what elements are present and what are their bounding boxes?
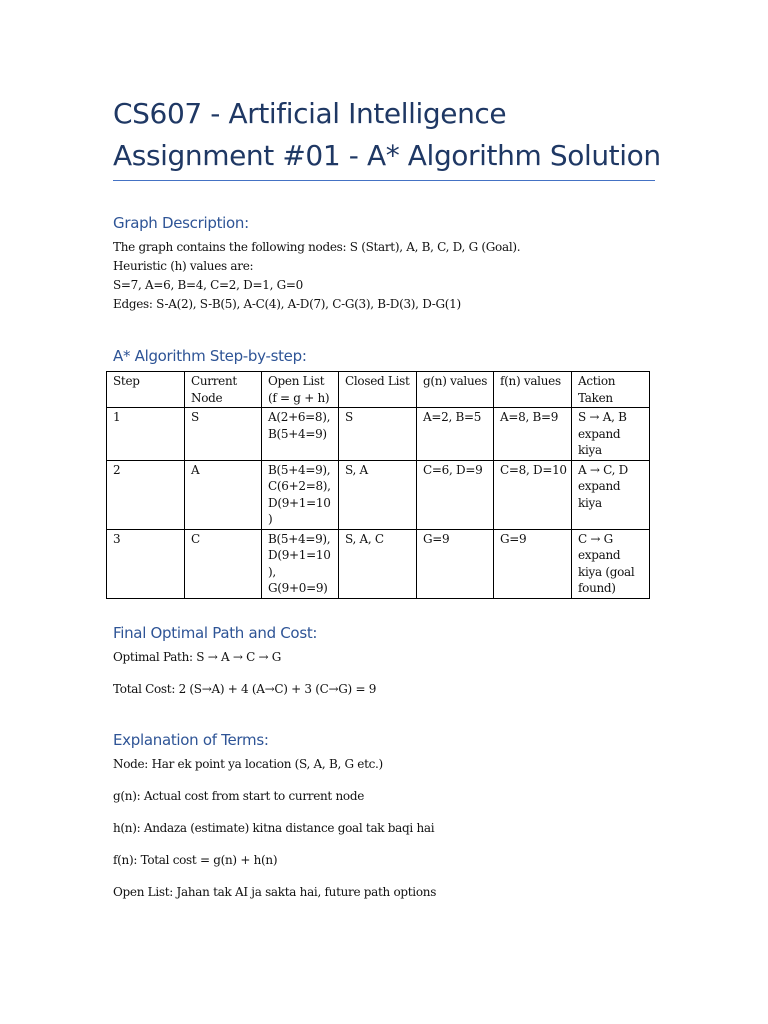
astar-steps-table — [106, 371, 650, 599]
table-cell: C → G expand kiya (goal found) — [572, 529, 650, 598]
table-cell: B(5+4=9), C(6+2=8), D(9+1=10) — [262, 460, 339, 529]
header-g-values: g(n) values — [417, 372, 494, 408]
table-cell: A=2, B=5 — [417, 408, 494, 461]
table-cell: S — [185, 408, 262, 461]
table-cell: A(2+6=8), B(5+4=9) — [262, 408, 339, 461]
table-row — [107, 408, 650, 461]
steps-heading: A* Algorithm Step-by-step: — [113, 347, 307, 365]
table-cell: 3 — [107, 529, 185, 598]
heuristic-values-line: S=7, A=6, B=4, C=2, D=1, G=0 — [113, 278, 303, 292]
term-open-list: Open List: Jahan tak AI ja sakta hai, future path options — [113, 885, 437, 899]
header-open-list: Open List (f = g + h) — [262, 372, 339, 408]
header-closed-list: Closed List — [339, 372, 417, 408]
table-row — [107, 460, 650, 529]
table-cell: C — [185, 529, 262, 598]
table-cell: S → A, B expand kiya — [572, 408, 650, 461]
total-cost-text: Total Cost: 2 (S→A) + 4 (A→C) + 3 (C→G) = 9 — [113, 682, 377, 696]
table-cell: G=9 — [494, 529, 572, 598]
table-cell: G=9 — [417, 529, 494, 598]
title-underline — [113, 180, 655, 181]
heuristic-intro-line: Heuristic (h) values are: — [113, 259, 254, 273]
table-cell: A → C, D expand kiya — [572, 460, 650, 529]
table-row — [107, 529, 650, 598]
terms-heading: Explanation of Terms: — [113, 731, 269, 749]
title-line-2: Assignment #01 - A* Algorithm Solution — [113, 139, 661, 172]
term-node: Node: Har ek point ya location (S, A, B, G etc.) — [113, 757, 383, 771]
term-g: g(n): Actual cost from start to current node — [113, 789, 365, 803]
graph-description-heading: Graph Description: — [113, 214, 249, 232]
final-path-heading: Final Optimal Path and Cost: — [113, 624, 318, 642]
edges-line: Edges: S-A(2), S-B(5), A-C(4), A-D(7), C-G(3), B-D(3), D-G(1) — [113, 297, 461, 311]
term-f: f(n): Total cost = g(n) + h(n) — [113, 853, 278, 867]
graph-description-body — [113, 238, 520, 314]
table-header-row — [107, 372, 650, 408]
table-cell: C=6, D=9 — [417, 460, 494, 529]
table-cell: A — [185, 460, 262, 529]
title-line-1: CS607 - Artificial Intelligence — [113, 97, 507, 130]
optimal-path-text: Optimal Path: S → A → C → G — [113, 650, 282, 664]
table-cell: A=8, B=9 — [494, 408, 572, 461]
header-step: Step — [107, 372, 185, 408]
table-cell: S — [339, 408, 417, 461]
term-h: h(n): Andaza (estimate) kitna distance goal tak baqi hai — [113, 821, 435, 835]
header-current-node: Current Node — [185, 372, 262, 408]
table-cell: 2 — [107, 460, 185, 529]
header-f-values: f(n) values — [494, 372, 572, 408]
table-cell: S, A — [339, 460, 417, 529]
table-cell: C=8, D=10 — [494, 460, 572, 529]
table-cell: B(5+4=9), D(9+1=10), G(9+0=9) — [262, 529, 339, 598]
graph-nodes-line: The graph contains the following nodes: S (Start), A, B, C, D, G (Goal). — [113, 240, 521, 254]
table-cell: S, A, C — [339, 529, 417, 598]
document-title — [113, 93, 673, 177]
table-cell: 1 — [107, 408, 185, 461]
header-action: Action Taken — [572, 372, 650, 408]
